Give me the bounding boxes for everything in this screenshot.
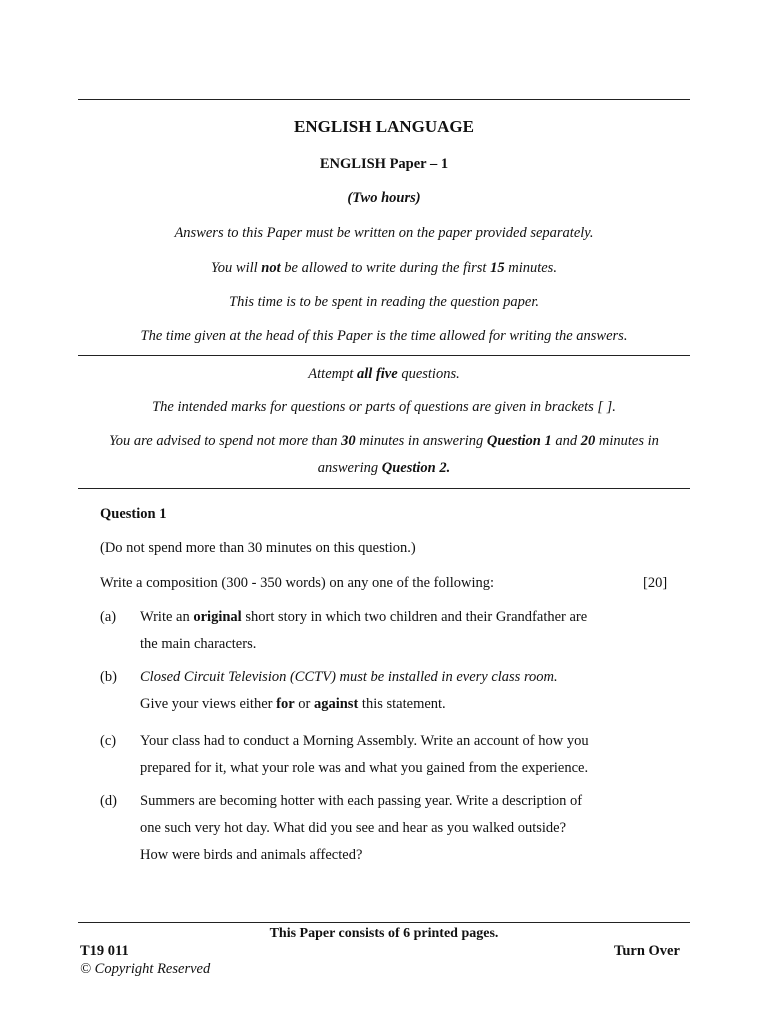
instruction-reading-time [78,260,690,277]
option-c-line1: Your class had to conduct a Morning Assembly. Write an account of how you [140,733,589,749]
emphasis-for: for [276,696,295,712]
emphasis-question-1: Question 1 [486,433,552,449]
emphasis-15: 15 [490,260,505,276]
option-c [140,728,605,782]
question-time-note: (Do not spend more than 30 minutes on this question.) [100,540,416,556]
text-fragment: Give your views either [140,696,277,712]
option-d-line2: one such very hot day. What did you see and hear as you walked outside? [140,820,567,836]
time-advice-line2 [78,460,690,477]
turn-over: Turn Over [614,943,680,959]
question-marks: [20] [643,575,668,591]
paper-code: T19 011 [80,943,129,959]
option-d-line1: Summers are becoming hotter with each passing year. Write a description of [140,793,583,809]
instruction-answers: Answers to this Paper must be written on the paper provided separately. [174,225,594,241]
mid-rule-1 [78,355,690,356]
duration: (Two hours) [347,190,421,206]
pages-note: This Paper consists of 6 printed pages. [269,926,499,941]
text-fragment: short story in which two children and their Grandfather are [241,609,588,625]
option-d [140,788,605,869]
text-fragment: this statement. [358,696,446,712]
mid-rule-2 [78,488,690,489]
text-fragment: minutes in answering [355,433,487,449]
attempt-instruction [78,366,690,383]
text-fragment: questions. [397,366,460,382]
emphasis-original: original [193,609,242,625]
option-label-d: (d) [100,793,117,809]
emphasis-against: against [313,696,359,712]
text-fragment: and [551,433,581,449]
option-b [140,664,605,718]
text-fragment: Attempt [308,366,358,382]
text-fragment: You will [211,260,262,276]
emphasis-20: 20 [580,433,596,449]
copyright: © Copyright Reserved [80,961,211,977]
option-a-line2: the main characters. [140,636,257,652]
option-b-line2 [140,691,605,718]
text-fragment: You are advised to spend not more than [109,433,342,449]
option-label-b: (b) [100,669,117,685]
instruction-time-given: The time given at the head of this Paper is the time allowed for writing the answers. [140,328,628,344]
marks-note: The intended marks for questions or parts of questions are given in brackets [ ]. [152,399,616,415]
option-label-c: (c) [100,733,117,749]
text-fragment: be allowed to write during the first [280,260,491,276]
option-b-line1: Closed Circuit Television (CCTV) must be installed in every class room. [140,669,558,685]
emphasis-30: 30 [341,433,356,449]
emphasis-not: not [261,260,281,276]
paper-subtitle: ENGLISH Paper – 1 [319,156,449,172]
emphasis-question-2: Question 2. [381,460,451,476]
question-prompt: Write a composition (300 - 350 words) on any one of the following: [100,575,495,591]
text-fragment: answering [317,460,382,476]
option-d-line3: How were birds and animals affected? [140,847,363,863]
footer-rule [78,922,690,923]
text-fragment: minutes in [595,433,659,449]
option-a [140,604,605,658]
option-label-a: (a) [100,609,117,625]
text-fragment: or [294,696,314,712]
instruction-reading: This time is to be spent in reading the question paper. [229,294,539,310]
option-a-line1 [140,604,605,631]
option-c-line2: prepared for it, what your role was and what you gained from the experience. [140,760,589,776]
question-heading: Question 1 [100,506,167,522]
emphasis-all-five: all five [357,366,398,382]
text-fragment: minutes. [504,260,557,276]
top-rule [78,99,690,100]
time-advice-line1 [78,433,690,450]
page-title: ENGLISH LANGUAGE [294,117,474,136]
text-fragment: Write an [140,609,194,625]
